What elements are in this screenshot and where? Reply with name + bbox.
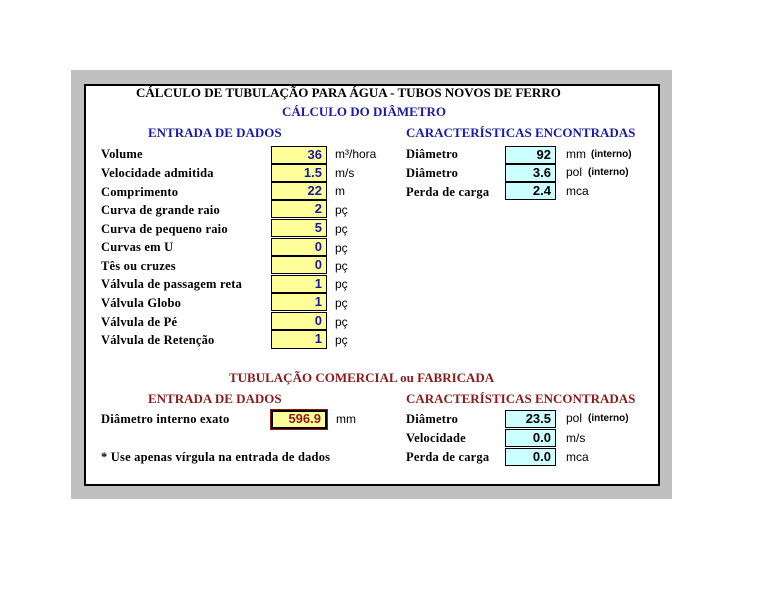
velocity-label: Velocidade admitida xyxy=(101,166,214,180)
result-diameter-mm-note: (interno) xyxy=(591,149,632,160)
result-diameter-pol-unit: pol xyxy=(566,165,583,179)
result2-diameter-label: Diâmetro xyxy=(406,412,459,426)
result-diameter-mm-unit: mm xyxy=(566,147,586,161)
large-radius-curve-input[interactable]: 2 xyxy=(271,200,327,218)
result2-diameter-unit: pol xyxy=(566,411,583,425)
exact-diameter-unit: mm xyxy=(336,412,356,426)
section1-title: CÁLCULO DO DIÂMETRO xyxy=(282,104,446,119)
foot-valve-input[interactable]: 0 xyxy=(271,312,327,330)
result-diameter-pol-note: (interno) xyxy=(588,167,629,178)
volume-label: Volume xyxy=(101,147,143,161)
u-curves-input[interactable]: 0 xyxy=(271,238,327,256)
length-unit: m xyxy=(335,184,345,198)
result2-velocity-label: Velocidade xyxy=(406,431,466,445)
u-curves-unit: pç xyxy=(335,241,348,255)
page-title: CÁLCULO DE TUBULAÇÃO PARA ÁGUA - TUBOS NOVOS DE FERRO xyxy=(136,85,561,100)
velocity-unit: m/s xyxy=(335,166,355,180)
check-valve-label: Válvula de Retenção xyxy=(101,333,215,347)
exact-diameter-label: Diâmetro interno exato xyxy=(101,412,230,426)
length-input[interactable]: 22 xyxy=(271,182,327,200)
small-radius-curve-label: Curva de pequeno raio xyxy=(101,222,228,236)
globe-valve-input[interactable]: 1 xyxy=(271,293,327,311)
tees-label: Tês ou cruzes xyxy=(101,259,176,273)
globe-valve-unit: pç xyxy=(335,296,348,310)
u-curves-label: Curvas em U xyxy=(101,240,174,254)
comma-note: * Use apenas vírgula na entrada de dados xyxy=(101,450,331,464)
result2-diameter-value: 23.5 xyxy=(505,410,556,428)
small-radius-curve-unit: pç xyxy=(335,222,348,236)
gate-valve-input[interactable]: 1 xyxy=(271,275,327,293)
foot-valve-label: Válvula de Pé xyxy=(101,315,178,329)
check-valve-unit: pç xyxy=(335,333,348,347)
small-radius-curve-input[interactable]: 5 xyxy=(271,219,327,237)
result2-head-loss-label: Perda de carga xyxy=(406,451,490,464)
result2-velocity-unit: m/s xyxy=(566,431,586,445)
check-valve-input[interactable]: 1 xyxy=(271,330,327,349)
foot-valve-unit: pç xyxy=(335,315,348,329)
large-radius-curve-unit: pç xyxy=(335,203,348,217)
velocity-input[interactable]: 1.5 xyxy=(271,164,327,182)
globe-valve-label: Válvula Globo xyxy=(101,296,182,310)
tees-unit: pç xyxy=(335,259,348,273)
section1-result-header: CARACTERÍSTICAS ENCONTRADAS xyxy=(406,125,636,140)
gate-valve-unit: pç xyxy=(335,277,348,291)
length-label: Comprimento xyxy=(101,185,179,199)
result2-head-loss-unit: mca xyxy=(566,450,589,464)
large-radius-curve-label: Curva de grande raio xyxy=(101,203,220,217)
tees-input[interactable]: 0 xyxy=(271,256,327,274)
section1-input-header: ENTRADA DE DADOS xyxy=(148,125,282,140)
section2-title: TUBULAÇÃO COMERCIAL ou FABRICADA xyxy=(229,370,495,385)
result-head-loss-label: Perda de carga xyxy=(406,186,490,199)
result-diameter-pol-label: Diâmetro xyxy=(406,166,459,180)
result2-velocity-value: 0.0 xyxy=(505,429,556,447)
result-diameter-pol-value: 3.6 xyxy=(505,164,556,182)
exact-diameter-input[interactable]: 596.9 xyxy=(271,410,327,429)
result-diameter-mm-label: Diâmetro xyxy=(406,147,459,161)
volume-input[interactable]: 36 xyxy=(271,146,327,164)
result-head-loss-unit: mca xyxy=(566,184,589,198)
volume-unit: m³/hora xyxy=(335,147,377,161)
result-head-loss-value: 2.4 xyxy=(505,182,556,200)
result2-head-loss-value: 0.0 xyxy=(505,448,556,466)
gate-valve-label: Válvula de passagem reta xyxy=(101,278,243,291)
section2-result-header: CARACTERÍSTICAS ENCONTRADAS xyxy=(406,391,636,406)
section2-input-header: ENTRADA DE DADOS xyxy=(148,391,282,406)
result2-diameter-note: (interno) xyxy=(588,413,629,424)
result-diameter-mm-value: 92 xyxy=(505,146,556,164)
